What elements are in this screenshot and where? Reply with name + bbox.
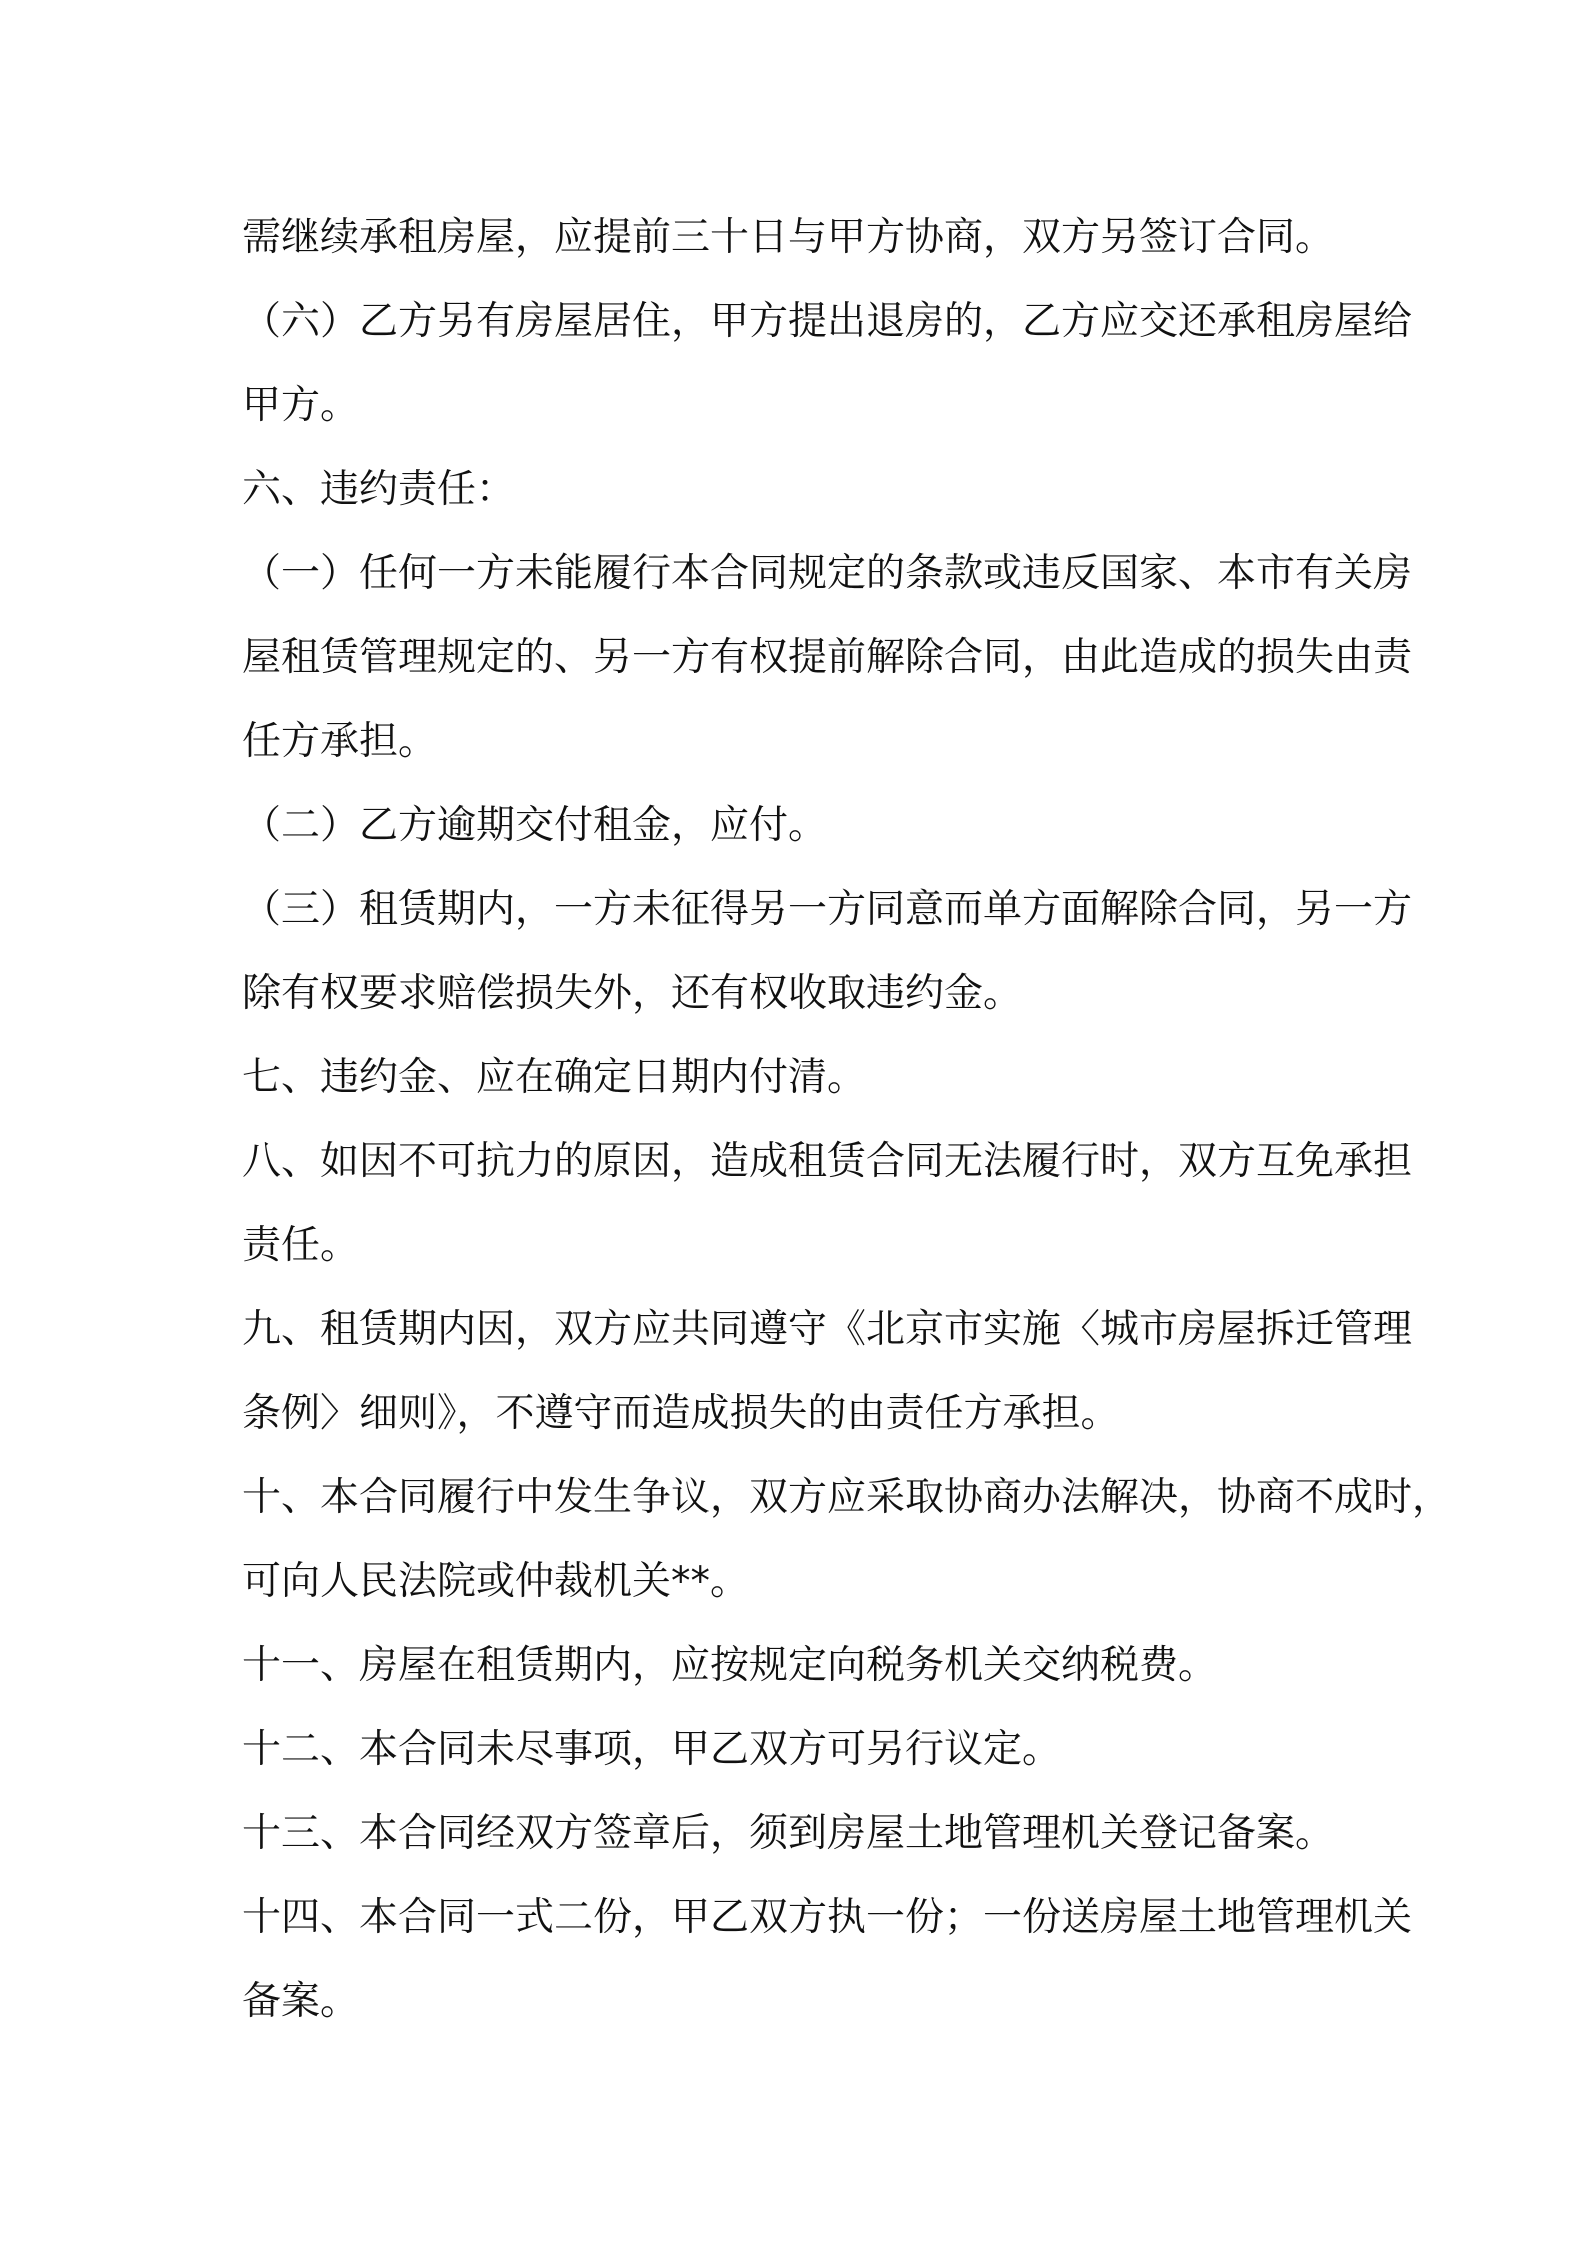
text-line: （三）租赁期内，一方未征得另一方同意而单方面解除合同，另一方 (242, 887, 1413, 932)
section-heading: 十、本合同履行中发生争议，双方应采取协商办法解决，协商不成时， (242, 1475, 1452, 1520)
text-line: （一）任何一方未能履行本合同规定的条款或违反国家、本市有关房 (242, 551, 1413, 596)
section-heading: 九、租赁期内因，双方应共同遵守《北京市实施〈城市房屋拆迁管理 (242, 1307, 1413, 1352)
section-heading: 六、违约责任： (242, 467, 516, 512)
text-line: 任方承担。 (242, 719, 438, 764)
section-heading: 十四、本合同一式二份，甲乙双方执一份；一份送房屋土地管理机关 (242, 1895, 1413, 1940)
text-line: 可向人民法院或仲裁机关**。 (242, 1559, 750, 1604)
text-line: 甲方。 (242, 383, 360, 428)
text-line: （二）乙方逾期交付租金，应付。 (242, 803, 828, 848)
text-line: 备案。 (242, 1979, 360, 2024)
text-line: 除有权要求赔偿损失外，还有权收取违约金。 (242, 971, 1023, 1016)
text-line: 需继续承租房屋，应提前三十日与甲方协商，双方另签订合同。 (242, 215, 1335, 260)
section-heading: 十二、本合同未尽事项，甲乙双方可另行议定。 (242, 1727, 1062, 1772)
contract-text (242, 196, 1452, 2044)
text-line: 条例〉细则》，不遵守而造成损失的由责任方承担。 (242, 1391, 1120, 1436)
section-heading: 十三、本合同经双方签章后，须到房屋土地管理机关登记备案。 (242, 1811, 1335, 1856)
text-line: （六）乙方另有房屋居住，甲方提出退房的，乙方应交还承租房屋给 (242, 299, 1413, 344)
section-heading: 七、违约金、应在确定日期内付清。 (242, 1055, 867, 1100)
section-heading: 八、如因不可抗力的原因，造成租赁合同无法履行时，双方互免承担 (242, 1139, 1413, 1184)
text-line: 责任。 (242, 1223, 360, 1268)
text-line: 屋租赁管理规定的、另一方有权提前解除合同，由此造成的损失由责 (242, 635, 1413, 680)
section-heading: 十一、房屋在租赁期内，应按规定向税务机关交纳税费。 (242, 1643, 1218, 1688)
